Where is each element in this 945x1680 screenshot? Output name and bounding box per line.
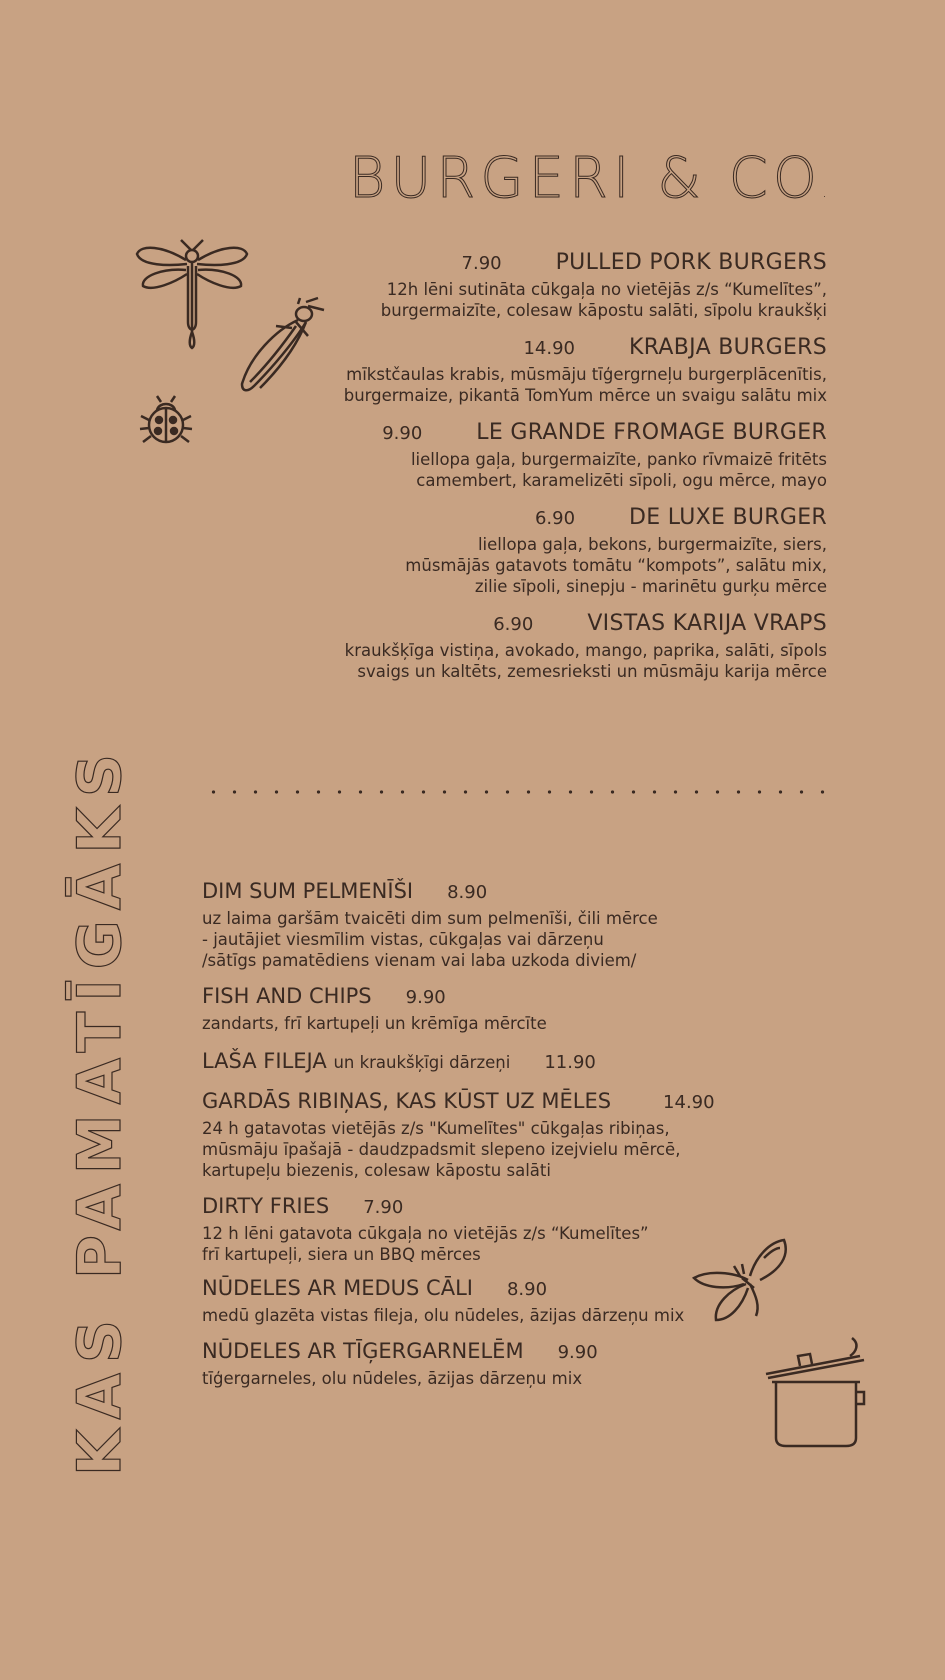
menu-item xyxy=(202,981,762,1034)
item-description: kraukšķīga vistiņa, avokado, mango, paprika, salāti, sīpols svaigs un kaltēts, zemesrieksti un mūsmāju karija mērce xyxy=(344,641,827,681)
menu-item xyxy=(202,1046,762,1078)
menu-item xyxy=(307,333,827,406)
item-price: 9.90 xyxy=(405,987,446,1008)
menu-item xyxy=(202,1336,762,1389)
item-price: 7.90 xyxy=(363,1197,404,1218)
item-description: liellopa gaļa, burgermaizīte, panko rīvmaizē fritēts camembert, karamelizēti sīpoli, ogu mērce, mayo xyxy=(410,450,827,490)
page-title: BURGERI & CO. xyxy=(348,146,827,211)
item-price: 8.90 xyxy=(506,1279,548,1300)
item-name: DE LUXE BURGER xyxy=(629,505,827,530)
item-description: liellopa gaļa, bekons, burgermaizīte, siers, mūsmājās gatavots tomātu “kompots”, salātu mix, zilie sīpoli, sinepju - marinētu gurķu mērce xyxy=(405,535,827,596)
item-price: 9.90 xyxy=(382,423,423,444)
menu-item xyxy=(202,1086,762,1181)
item-price: 7.90 xyxy=(461,253,502,274)
cooking-pot-icon xyxy=(760,1334,872,1450)
menu-item xyxy=(307,248,827,321)
item-name: FISH AND CHIPS xyxy=(202,984,372,1008)
burgers-section xyxy=(307,248,827,682)
dragonfly-icon xyxy=(133,236,251,352)
item-price: 14.90 xyxy=(523,338,575,359)
item-description: uz laima garšām tvaicēti dim sum pelmenīši, čili mērce - jautājiet viesmīlim vistas, cūkgaļas vai dārzeņu /sātīgs pamatēdiens vienam vai laba uzkoda diviem/ xyxy=(202,909,658,970)
item-name: NŪDELES AR TĪĢERGARNELĒM xyxy=(202,1339,524,1363)
item-description: zandarts, frī kartupeļi un krēmīga mērcīte xyxy=(202,1014,547,1033)
item-description: 12 h lēni gatavota cūkgaļa no vietējās z/s “Kumelītes” frī kartupeļi, siera un BBQ mērces xyxy=(202,1224,649,1264)
item-price: 11.90 xyxy=(544,1052,596,1073)
item-name: LE GRANDE FROMAGE BURGER xyxy=(476,420,827,445)
item-price: 9.90 xyxy=(557,1342,598,1363)
item-name: VISTAS KARIJA VRAPS xyxy=(587,611,827,636)
item-description: tīģergarneles, olu nūdeles, āzijas dārzeņu mix xyxy=(202,1369,583,1388)
item-name: LAŠA FILEJA xyxy=(202,1049,327,1073)
item-description: mīkstčaulas krabis, mūsmāju tīģergrneļu burgerplācenītis, burgermaize, pikantā TomYum mērce un svaigu salātu mix xyxy=(343,365,827,405)
menu-item xyxy=(202,876,762,971)
item-name: GARDĀS RIBIŅAS, KAS KŪST UZ MĒLES xyxy=(202,1089,612,1113)
item-name: NŪDELES AR MEDUS CĀLI xyxy=(202,1276,473,1300)
mains-section xyxy=(202,876,762,1389)
item-price: 6.90 xyxy=(493,614,534,635)
item-name: DIM SUM PELMENĪŠI xyxy=(202,879,414,903)
item-name: KRABJA BURGERS xyxy=(629,335,827,360)
item-description: 24 h gatavotas vietējās z/s "Kumelītes" cūkgaļas ribiņas, mūsmāju īpašajā - daudzpadsmit slepeno izejvielu mērcē, kartupeļu biezenis, colesaw kāpostu salāti xyxy=(202,1119,681,1180)
menu-item xyxy=(202,1273,762,1326)
butterfly-icon xyxy=(690,1236,794,1326)
ladybug-icon xyxy=(137,392,195,450)
menu-item xyxy=(307,609,827,682)
item-price: 14.90 xyxy=(663,1092,715,1113)
item-price: 6.90 xyxy=(534,508,576,529)
item-name-suffix: un kraukšķīgi dārzeņi xyxy=(333,1053,511,1072)
item-description: 12h lēni sutināta cūkgaļa no vietējās z/s “Kumelītes”, burgermaizīte, colesaw kāpostu salāti, sīpolu kraukšķi xyxy=(380,280,827,320)
item-description: medū glazēta vistas fileja, olu nūdeles, āzijas dārzeņu mix xyxy=(202,1306,685,1325)
menu-item xyxy=(307,503,827,597)
item-name: DIRTY FRIES xyxy=(202,1194,330,1218)
menu-item xyxy=(202,1191,762,1265)
section-title-vertical: KAS PAMATĪGĀKS xyxy=(65,743,135,1476)
dotted-divider xyxy=(203,790,829,794)
item-name: PULLED PORK BURGERS xyxy=(555,250,827,275)
item-price: 8.90 xyxy=(447,882,488,903)
menu-item xyxy=(307,418,827,491)
